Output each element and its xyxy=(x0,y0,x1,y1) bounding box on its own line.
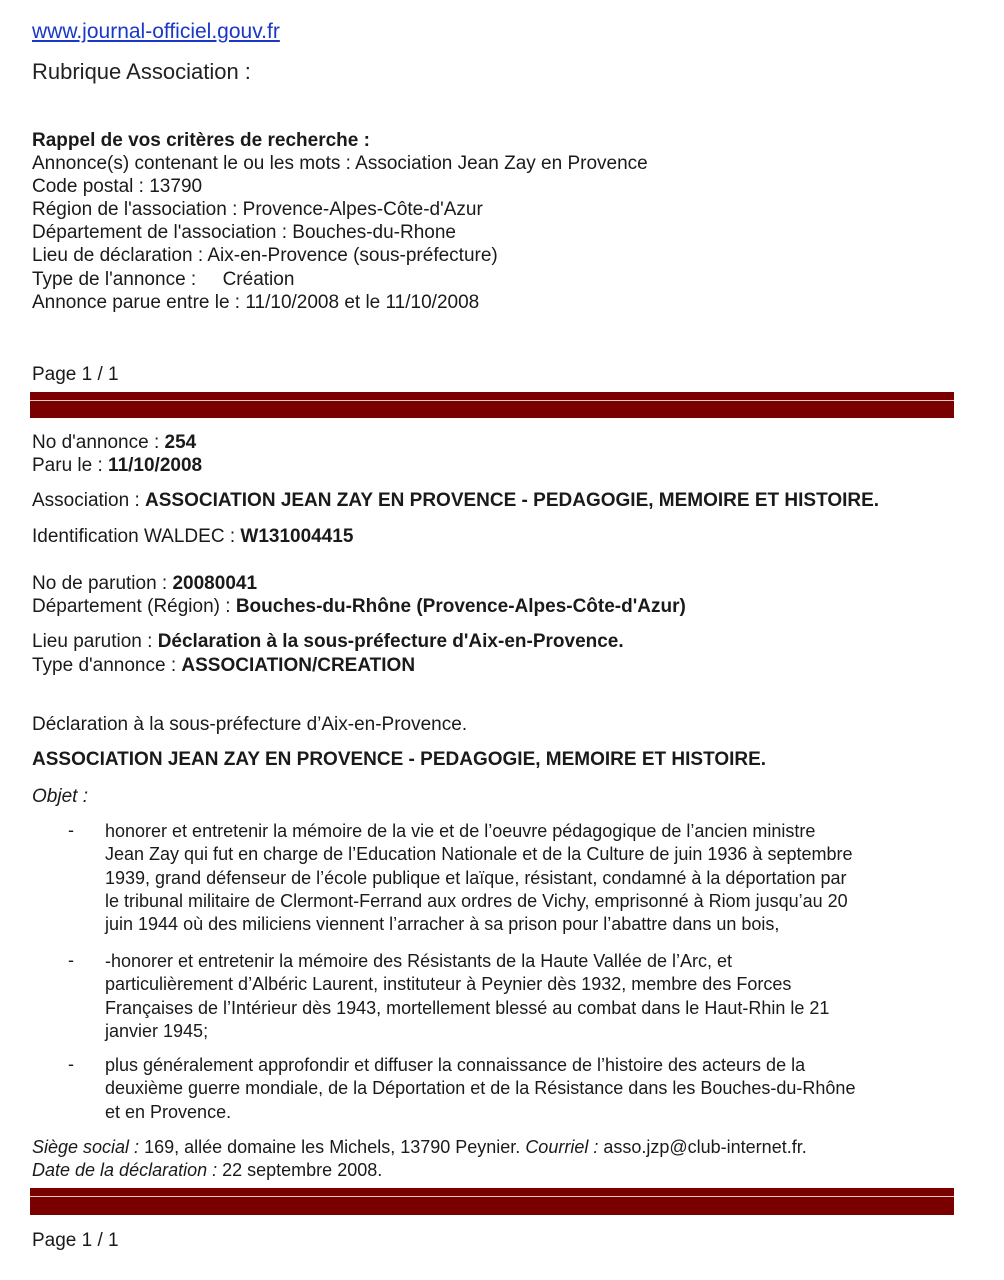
lieu-row xyxy=(32,630,624,653)
waldec-id: W131004415 xyxy=(240,526,354,547)
criteria-line: Département de l'association : Bouches-du-Rhone xyxy=(32,222,456,243)
notice-number: 254 xyxy=(164,432,197,453)
published-label: Paru le : xyxy=(32,455,109,476)
lieu-value: Déclaration à la sous-préfecture d'Aix-en-Provence. xyxy=(157,631,624,652)
objet-line: janvier 1945; xyxy=(105,1020,209,1041)
courriel-label: Courriel : xyxy=(525,1137,599,1157)
published-date: 11/10/2008 xyxy=(108,455,203,476)
parution-label: No de parution : xyxy=(32,573,173,594)
criteria-line: Annonce(s) contenant le ou les mots : Association Jean Zay en Provence xyxy=(32,153,648,174)
criteria-line: Code postal : 13790 xyxy=(32,176,203,197)
declaration-text: Déclaration à la sous-préfecture d’Aix-en-Provence. xyxy=(32,714,468,735)
criteria-heading: Rappel de vos critères de recherche : xyxy=(32,130,370,151)
objet-line: Françaises de l’Intérieur dès 1943, mortellement blessé au combat dans le Haut-Rhin le 21 xyxy=(105,997,830,1018)
criteria-line: Type de l'annonce : Création xyxy=(32,269,295,290)
objet-item-1 xyxy=(105,820,957,936)
bullet-dash: - xyxy=(68,820,74,840)
divider-bar-top xyxy=(30,392,954,418)
criteria-line: Région de l'association : Provence-Alpes-Côte-d'Azur xyxy=(32,199,483,220)
departement-row xyxy=(32,595,686,618)
association-title: ASSOCIATION JEAN ZAY EN PROVENCE - PEDAGOGIE, MEMOIRE ET HISTOIRE. xyxy=(32,749,767,770)
bullet-dash: - xyxy=(68,950,74,970)
objet-line: plus généralement approfondir et diffuser la connaissance de l’histoire des acteurs de la xyxy=(105,1055,806,1075)
date-value: 22 septembre 2008. xyxy=(217,1160,383,1180)
bullet-dash: - xyxy=(68,1054,74,1074)
date-label: Date de la déclaration : xyxy=(32,1160,218,1180)
objet-item-2 xyxy=(105,950,957,1043)
rubrique-title: Rubrique Association : xyxy=(32,59,251,84)
notice-number-row xyxy=(32,431,196,454)
courriel-email[interactable]: asso.jzp@club-internet.fr. xyxy=(598,1137,807,1157)
parution-row xyxy=(32,572,257,595)
objet-line: juin 1944 où des miliciens viennent l’arracher à sa prison pour l’abattre dans un bois, xyxy=(105,914,780,935)
objet-line: le tribunal militaire de Clermont-Ferrand aux ordres de Vichy, emprisonné à Riom jusqu’au 20 xyxy=(105,890,848,911)
objet-line: 1939, grand défenseur de l’école publique et laïque, résistant, condamné à la déportation par xyxy=(105,867,847,888)
page-indicator-top: Page 1 / 1 xyxy=(32,364,119,385)
objet-item-3 xyxy=(105,1054,957,1124)
waldec-row xyxy=(32,525,353,548)
association-name: ASSOCIATION JEAN ZAY EN PROVENCE - PEDAGOGIE, MEMOIRE ET HISTOIRE. xyxy=(145,490,880,511)
page-indicator-bottom: Page 1 / 1 xyxy=(32,1230,119,1251)
objet-line: Jean Zay qui fut en charge de l’Education Nationale et de la Culture de juin 1936 à septembre xyxy=(105,844,853,865)
objet-line: particulièrement d’Albéric Laurent, instituteur à Peynier dès 1932, membre des Forces xyxy=(105,974,792,995)
association-row xyxy=(32,489,879,512)
divider-bar-bottom xyxy=(30,1188,954,1215)
objet-line: honorer et entretenir la mémoire de la vie et de l’oeuvre pédagogique de l’ancien ministre xyxy=(105,821,816,841)
siege-address: 169, allée domaine les Michels, 13790 Peynier. xyxy=(139,1137,526,1157)
date-row xyxy=(32,1159,382,1182)
departement-label: Département (Région) : xyxy=(32,596,236,617)
waldec-label: Identification WALDEC : xyxy=(32,526,241,547)
objet-line: -honorer et entretenir la mémoire des Résistants de la Haute Vallée de l’Arc, et xyxy=(105,951,732,971)
journal-officiel-link[interactable]: www.journal-officiel.gouv.fr xyxy=(32,20,280,43)
departement-value: Bouches-du-Rhône (Provence-Alpes-Côte-d'Azur) xyxy=(235,596,686,617)
type-label: Type d'annonce : xyxy=(32,655,182,676)
notice-number-label: No d'annonce : xyxy=(32,432,165,453)
type-value: ASSOCIATION/CREATION xyxy=(181,655,416,676)
siege-label: Siège social : xyxy=(32,1137,140,1157)
parution-number: 20080041 xyxy=(172,573,258,594)
objet-line: et en Provence. xyxy=(105,1101,232,1122)
criteria-line: Annonce parue entre le : 11/10/2008 et le 11/10/2008 xyxy=(32,292,480,313)
objet-line: deuxième guerre mondiale, de la Déportation et de la Résistance dans les Bouches-du-Rhône xyxy=(105,1078,856,1099)
siege-row xyxy=(32,1136,807,1159)
criteria-line: Lieu de déclaration : Aix-en-Provence (sous-préfecture) xyxy=(32,245,498,266)
lieu-label: Lieu parution : xyxy=(32,631,158,652)
published-row xyxy=(32,454,202,477)
objet-label: Objet : xyxy=(32,786,88,807)
association-label: Association : xyxy=(32,490,145,511)
type-row xyxy=(32,654,415,677)
